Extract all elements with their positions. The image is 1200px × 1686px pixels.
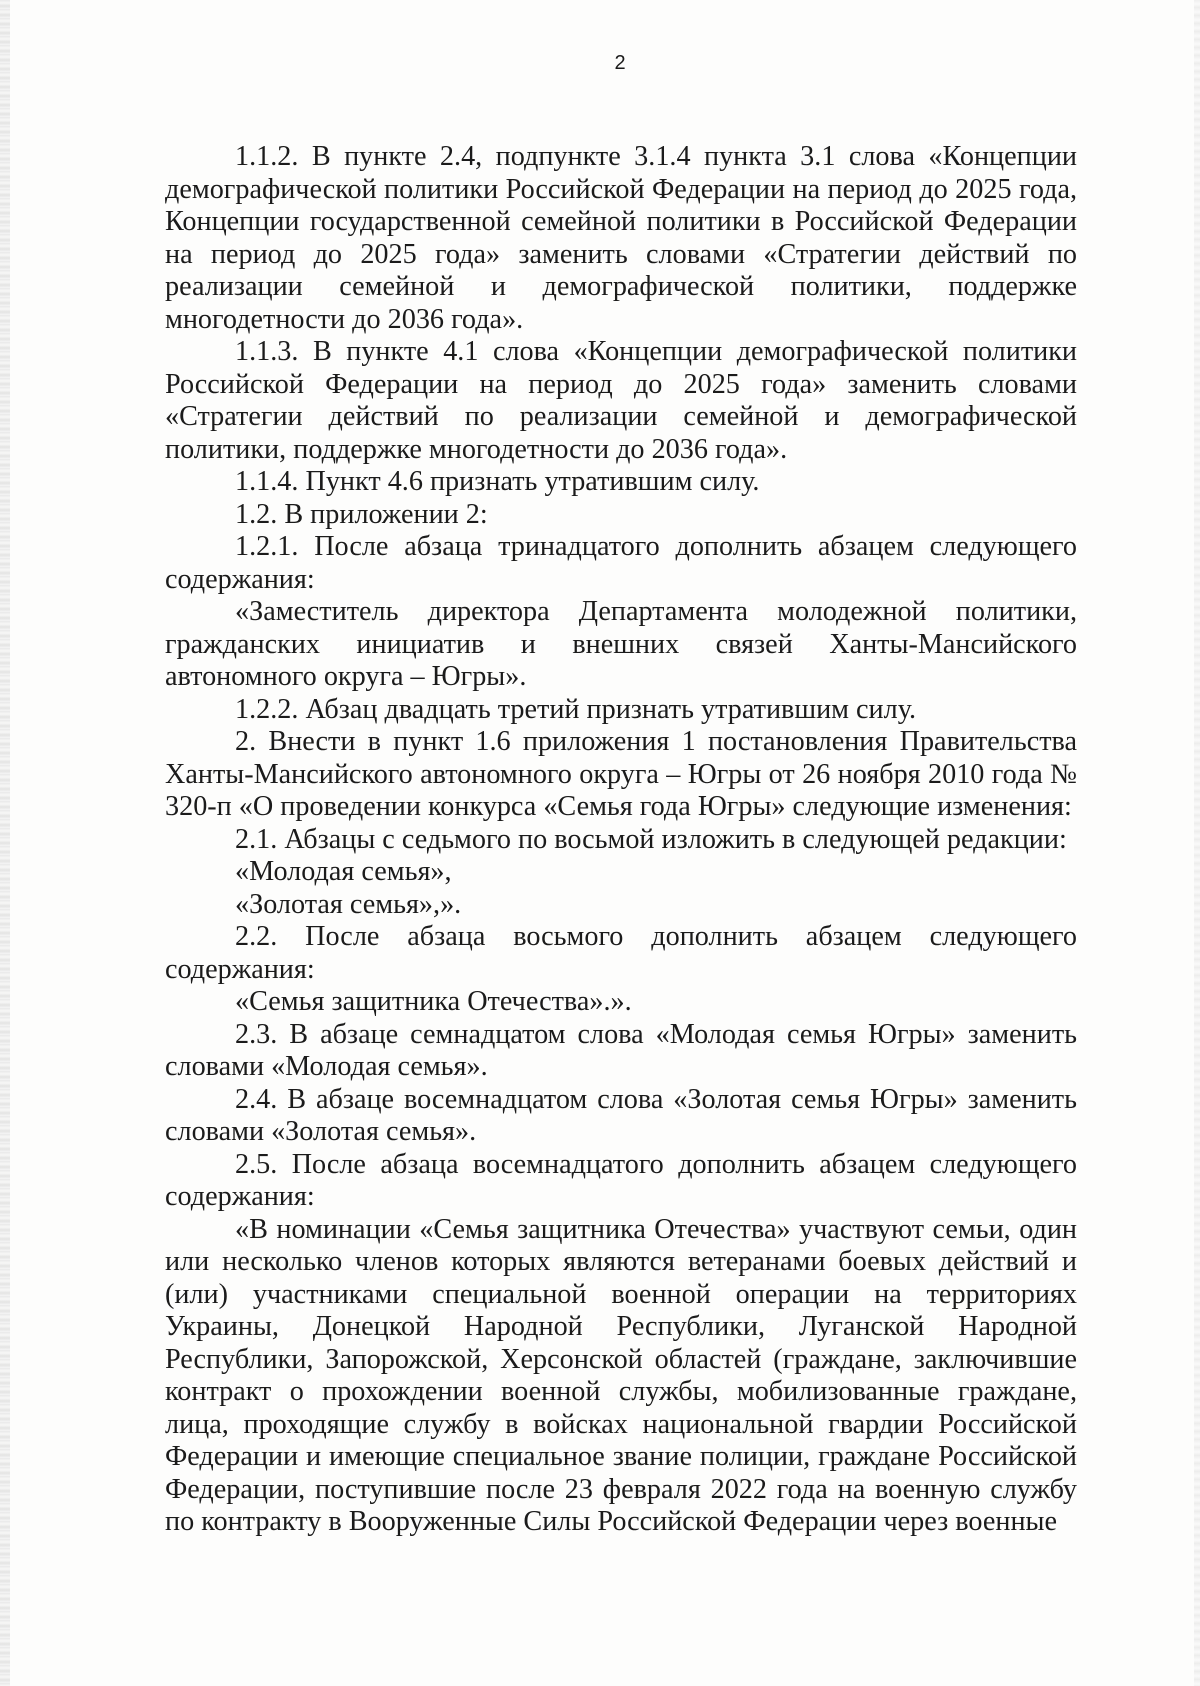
paragraph-2-3: 2.3. В абзаце семнадцатом слова «Молодая семья Югры» заменить словами «Молодая семья». xyxy=(165,1018,1077,1082)
paragraph-golden-family: «Золотая семья»,». xyxy=(235,888,462,920)
paragraph-young-family: «Молодая семья», xyxy=(235,856,452,887)
paragraph-1-1-2: 1.1.2. В пункте 2.4, подпункте 3.1.4 пункта 3.1 слова «Концепции демографической политики Российской Федерации на период до 2025 года, Концепции государственной семейной политики в Российской Федерации на период до 2025 года» заменить словами «Стратегии действий по реализации семейной и демографической политики, поддержке многодетности до 2036 года». xyxy=(165,141,1077,335)
paragraph-deputy-director-quote: «Заместитель директора Департамента молодежной политики, гражданских инициатив и внешних связей Ханты-Мансийского автономного округа – Югры». xyxy=(165,596,1077,692)
paragraph-1-2-1: 1.2.1. После абзаца тринадцатого дополнить абзацем следующего содержания: xyxy=(165,531,1077,595)
paragraph-1-1-3: 1.1.3. В пункте 4.1 слова «Концепции демографической политики Российской Федерации на период до 2025 года» заменить словами «Стратегии действий по реализации семейной и демографической политики, поддержке многодетности до 2036 года». xyxy=(165,336,1077,465)
paragraph-2-4: 2.4. В абзаце восемнадцатом слова «Золотая семья Югры» заменить словами «Золотая семья». xyxy=(165,1083,1077,1147)
paragraph-1-2-2: 1.2.2. Абзац двадцать третий признать утратившим силу. xyxy=(235,693,917,725)
document-body xyxy=(165,141,1077,1539)
paragraph-2-5: 2.5. После абзаца восемнадцатого дополнить абзацем следующего содержания: xyxy=(165,1148,1077,1212)
paragraph-nomination-text: «В номинации «Семья защитника Отечества» участвуют семьи, один или несколько членов которых являются ветеранами боевых действий и (или) участниками специальной военной операции на территориях Украины, Донецкой Народной Республики, Луганской Народной Республики, Запорожской, Херсонской областей (граждане, заключившие контракт о прохождении военной службы, мобилизованные граждане, лица, проходящие службу в войсках национальной гвардии Российской Федерации и имеющие специальное звание полиции, граждане Российской Федерации, поступившие после 23 февраля 2022 года на военную службу по контракту в Вооруженные Силы Российской Федерации через военные xyxy=(165,1213,1077,1537)
scan-edge-right xyxy=(1194,0,1200,1686)
page-number: 2 xyxy=(614,52,626,74)
paragraph-2-2: 2.2. После абзаца восьмого дополнить абзацем следующего содержания: xyxy=(165,921,1077,985)
paragraph-2-1: 2.1. Абзацы с седьмого по восьмой изложить в следующей редакции: xyxy=(235,823,1067,855)
scan-edge-left xyxy=(0,0,10,1686)
paragraph-2: 2. Внести в пункт 1.6 приложения 1 постановления Правительства Ханты-Мансийского автономного округа – Югры от 26 ноября 2010 года № 320-п «О проведении конкурса «Семья года Югры» следующие изменения: xyxy=(165,726,1077,822)
paragraph-1-1-4: 1.1.4. Пункт 4.6 признать утратившим силу. xyxy=(235,466,760,497)
paragraph-defender-family: «Семья защитника Отечества».». xyxy=(235,986,632,1017)
paragraph-1-2: 1.2. В приложении 2: xyxy=(235,498,488,530)
